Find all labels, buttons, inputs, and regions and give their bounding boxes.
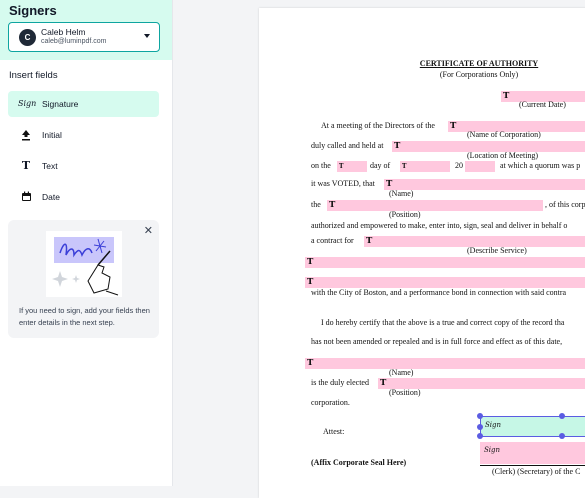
text-field-icon: T bbox=[394, 141, 401, 151]
doc-line: is the duly elected bbox=[311, 378, 369, 387]
text-field[interactable] bbox=[400, 161, 450, 172]
close-icon[interactable]: ✕ bbox=[143, 225, 153, 237]
text-field[interactable] bbox=[337, 161, 367, 172]
resize-handle[interactable] bbox=[477, 433, 483, 439]
doc-line: at which a quorum was p bbox=[500, 161, 581, 170]
text-field-icon: T bbox=[386, 179, 393, 189]
field-initial[interactable] bbox=[8, 122, 159, 148]
resize-handle[interactable] bbox=[477, 413, 483, 419]
hint-text: If you need to sign, add your fields then enter details in the next step. bbox=[19, 306, 150, 327]
signing-illustration-icon bbox=[46, 231, 122, 297]
doc-line: with the City of Boston, and a performance bond in connection with said contra bbox=[311, 288, 567, 297]
field-label: Text bbox=[42, 161, 58, 171]
insert-fields-title: Insert fields bbox=[9, 70, 58, 81]
field-signature[interactable] bbox=[8, 91, 159, 117]
position-label: (Position) bbox=[389, 210, 421, 219]
signature-mark: Sign bbox=[485, 421, 502, 429]
chevron-down-icon[interactable] bbox=[144, 34, 150, 38]
name-label: (Name) bbox=[389, 368, 414, 377]
text-field-icon: T bbox=[339, 163, 344, 170]
field-label: Initial bbox=[42, 130, 62, 140]
text-field-icon: T bbox=[307, 277, 314, 287]
signer-name: Caleb Helm bbox=[41, 27, 86, 37]
avatar: C bbox=[19, 29, 36, 46]
text-field-icon: T bbox=[307, 257, 314, 267]
position-label: (Position) bbox=[389, 388, 421, 397]
doc-line: 20 bbox=[455, 161, 463, 170]
text-field[interactable] bbox=[465, 161, 495, 172]
text-icon: T bbox=[21, 159, 31, 172]
describe-service-label: (Describe Service) bbox=[467, 246, 527, 255]
name-label: (Name) bbox=[389, 189, 414, 198]
doc-line: At a meeting of the Directors of the bbox=[321, 121, 435, 130]
hint-card bbox=[8, 220, 159, 338]
text-field-icon: T bbox=[329, 200, 336, 210]
signer-email: caleb@luminpdf.com bbox=[41, 38, 107, 45]
signature-field-selected[interactable] bbox=[480, 416, 585, 437]
doc-line: the bbox=[311, 200, 321, 209]
signature-line bbox=[480, 465, 585, 466]
signers-title: Signers bbox=[9, 3, 57, 18]
text-field[interactable] bbox=[384, 179, 585, 190]
doc-line: authorized and empowered to make, enter into, sign, seal and deliver in behalf o bbox=[311, 221, 568, 230]
doc-line: has not been amended or repealed and is in full force and effect as of this date, bbox=[311, 337, 563, 346]
doc-line: on the bbox=[311, 161, 331, 170]
doc-line: duly called and held at bbox=[311, 141, 384, 150]
signature-mark: Sign bbox=[484, 446, 501, 454]
text-field[interactable] bbox=[327, 200, 543, 211]
name-of-corporation-label: (Name of Corporation) bbox=[467, 130, 541, 139]
doc-line: day of bbox=[370, 161, 391, 170]
field-date[interactable] bbox=[8, 184, 159, 210]
location-label: (Location of Meeting) bbox=[467, 151, 539, 160]
signers-panel bbox=[0, 0, 172, 60]
text-field-icon: T bbox=[307, 358, 314, 368]
field-label: Date bbox=[42, 192, 60, 202]
sidebar bbox=[0, 0, 173, 486]
doc-line: , of this corp bbox=[545, 200, 585, 209]
doc-line: corporation. bbox=[311, 398, 350, 407]
clerk-label: (Clerk) (Secretary) of the C bbox=[492, 467, 581, 476]
field-label: Signature bbox=[42, 99, 79, 109]
resize-handle[interactable] bbox=[477, 424, 483, 430]
resize-handle[interactable] bbox=[559, 413, 565, 419]
text-field-icon: T bbox=[380, 378, 387, 388]
text-field-icon: T bbox=[450, 121, 457, 131]
doc-subtitle: (For Corporations Only) bbox=[439, 70, 519, 79]
doc-title: CERTIFICATE OF AUTHORITY bbox=[419, 59, 539, 68]
text-field[interactable] bbox=[305, 358, 585, 369]
text-field-icon: T bbox=[366, 236, 373, 246]
current-date-label: (Current Date) bbox=[519, 100, 566, 109]
signature-icon: Sign bbox=[18, 99, 37, 108]
doc-line: I do hereby certify that the above is a true and correct copy of the record tha bbox=[321, 318, 565, 327]
text-field[interactable] bbox=[305, 277, 585, 288]
document-page[interactable] bbox=[259, 8, 585, 498]
signature-field[interactable] bbox=[480, 442, 585, 464]
signer-select[interactable] bbox=[8, 22, 160, 52]
date-icon bbox=[18, 191, 34, 203]
resize-handle[interactable] bbox=[559, 433, 565, 439]
text-field-icon: T bbox=[503, 91, 510, 101]
field-text[interactable] bbox=[8, 153, 159, 179]
attest-label: Attest: bbox=[323, 427, 345, 436]
doc-line: it was VOTED, that bbox=[311, 179, 375, 188]
text-field[interactable] bbox=[305, 257, 585, 268]
initial-icon bbox=[18, 129, 34, 141]
doc-line: a contract for bbox=[311, 236, 354, 245]
seal-label: (Affix Corporate Seal Here) bbox=[311, 458, 407, 467]
text-field-icon: T bbox=[402, 163, 407, 170]
